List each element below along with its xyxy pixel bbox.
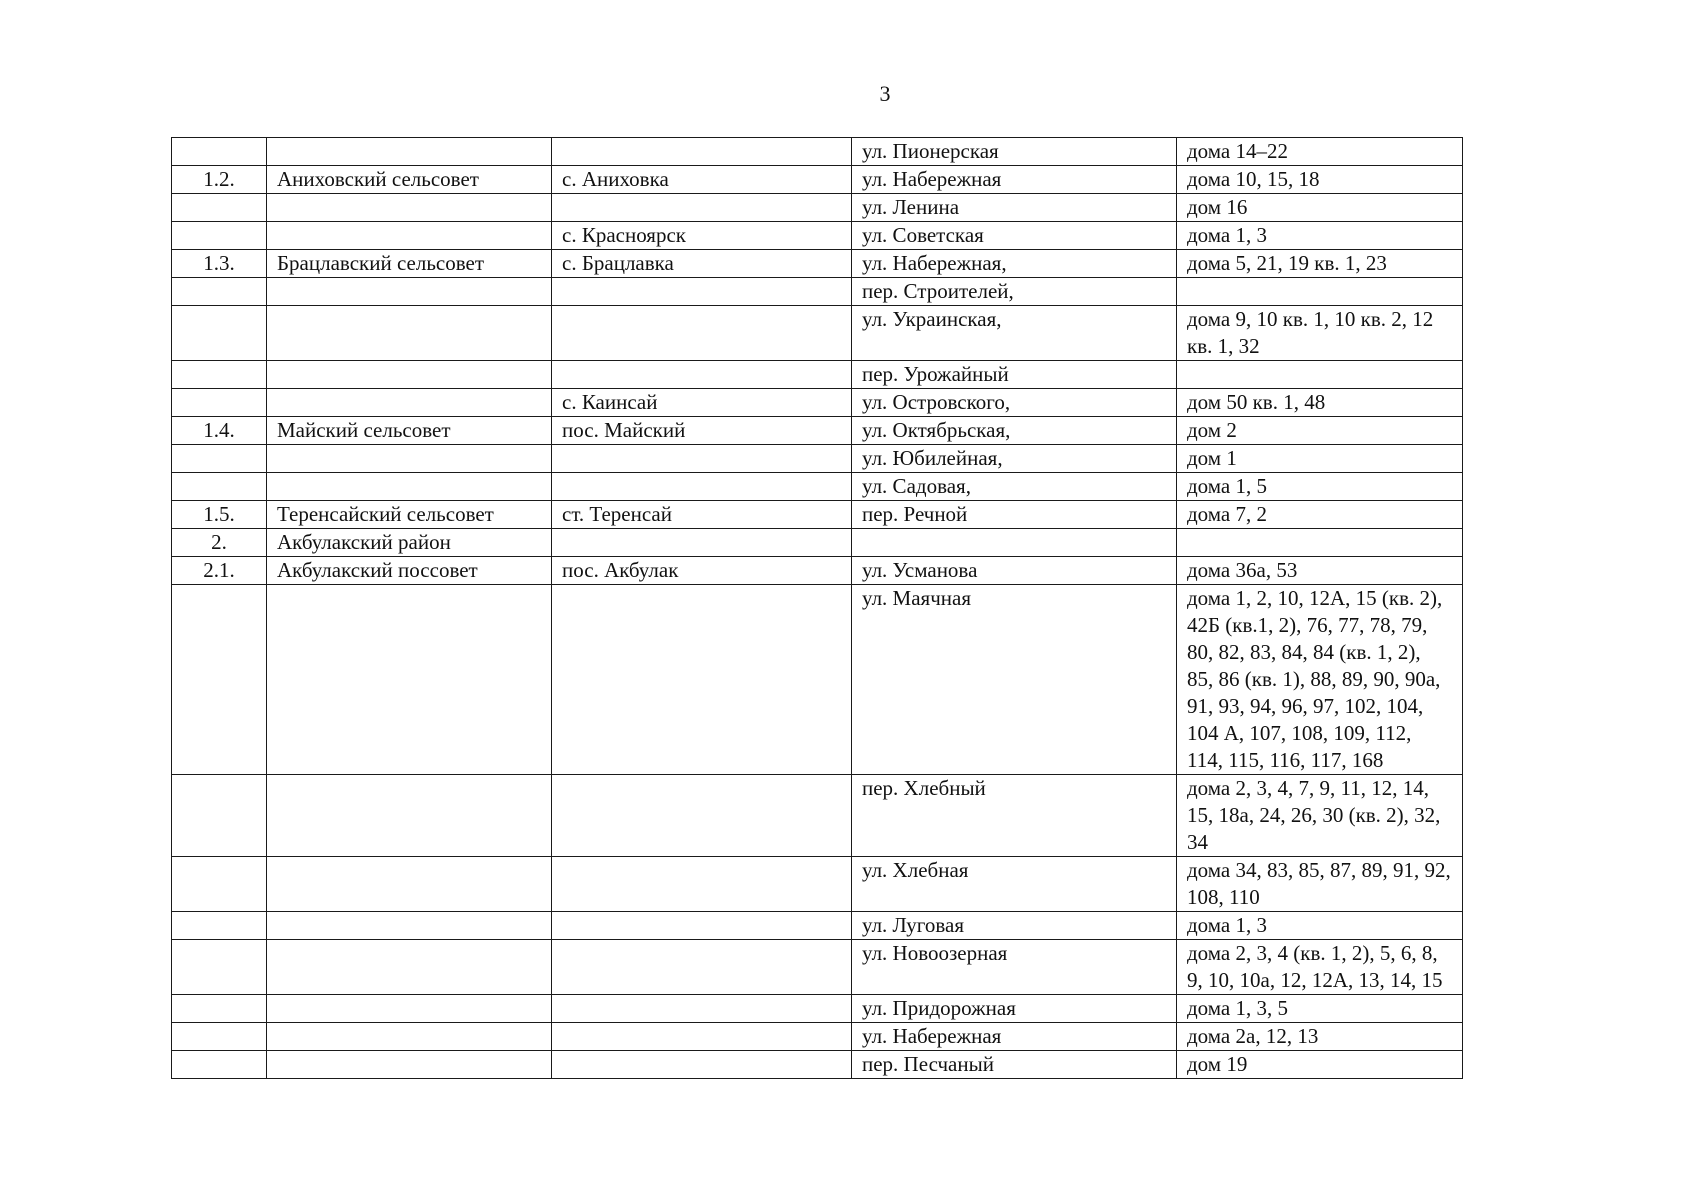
row-number-cell	[172, 222, 267, 250]
house-numbers-cell: дома 7, 2	[1177, 501, 1463, 529]
settlement-name-cell	[552, 1051, 852, 1079]
council-name-cell: Теренсайский сельсовет	[267, 501, 552, 529]
row-number-cell	[172, 775, 267, 857]
house-numbers-cell	[1177, 361, 1463, 389]
house-numbers-cell: дома 10, 15, 18	[1177, 166, 1463, 194]
row-number-cell	[172, 995, 267, 1023]
settlement-name-cell	[552, 775, 852, 857]
settlement-name-cell: с. Красноярск	[552, 222, 852, 250]
house-numbers-cell: дома 1, 3	[1177, 912, 1463, 940]
street-name-cell: ул. Садовая,	[852, 473, 1177, 501]
council-name-cell	[267, 585, 552, 775]
settlement-name-cell: пос. Майский	[552, 417, 852, 445]
street-name-cell: ул. Хлебная	[852, 857, 1177, 912]
settlement-name-cell: пос. Акбулак	[552, 557, 852, 585]
row-number-cell	[172, 445, 267, 473]
row-number-cell	[172, 138, 267, 166]
table-row	[172, 995, 1463, 1023]
street-name-cell: ул. Придорожная	[852, 995, 1177, 1023]
settlement-name-cell	[552, 857, 852, 912]
address-table-body	[172, 138, 1463, 1079]
street-name-cell: ул. Набережная	[852, 166, 1177, 194]
street-name-cell: ул. Пионерская	[852, 138, 1177, 166]
council-name-cell: Акбулакский район	[267, 529, 552, 557]
row-number-cell	[172, 361, 267, 389]
house-numbers-cell: дома 9, 10 кв. 1, 10 кв. 2, 12 кв. 1, 32	[1177, 306, 1463, 361]
house-numbers-cell: дома 1, 3	[1177, 222, 1463, 250]
row-number-cell: 1.3.	[172, 250, 267, 278]
table-row	[172, 473, 1463, 501]
house-numbers-cell: дома 36а, 53	[1177, 557, 1463, 585]
row-number-cell	[172, 585, 267, 775]
council-name-cell	[267, 138, 552, 166]
table-row	[172, 166, 1463, 194]
row-number-cell	[172, 194, 267, 222]
settlement-name-cell	[552, 194, 852, 222]
street-name-cell: пер. Урожайный	[852, 361, 1177, 389]
table-row	[172, 306, 1463, 361]
council-name-cell	[267, 445, 552, 473]
council-name-cell	[267, 361, 552, 389]
table-row	[172, 501, 1463, 529]
table-row	[172, 1051, 1463, 1079]
house-numbers-cell: дом 19	[1177, 1051, 1463, 1079]
council-name-cell	[267, 940, 552, 995]
house-numbers-cell: дома 1, 3, 5	[1177, 995, 1463, 1023]
house-numbers-cell: дома 2, 3, 4 (кв. 1, 2), 5, 6, 8, 9, 10, 10а, 12, 12А, 13, 14, 15	[1177, 940, 1463, 995]
row-number-cell	[172, 1023, 267, 1051]
council-name-cell	[267, 1023, 552, 1051]
settlement-name-cell	[552, 1023, 852, 1051]
row-number-cell	[172, 278, 267, 306]
council-name-cell	[267, 306, 552, 361]
table-row	[172, 138, 1463, 166]
street-name-cell	[852, 529, 1177, 557]
table-row	[172, 775, 1463, 857]
council-name-cell	[267, 278, 552, 306]
row-number-cell: 2.	[172, 529, 267, 557]
settlement-name-cell: ст. Теренсай	[552, 501, 852, 529]
table-row	[172, 557, 1463, 585]
table-row	[172, 1023, 1463, 1051]
house-numbers-cell: дома 2, 3, 4, 7, 9, 11, 12, 14, 15, 18а, 24, 26, 30 (кв. 2), 32, 34	[1177, 775, 1463, 857]
street-name-cell: ул. Набережная	[852, 1023, 1177, 1051]
row-number-cell: 1.2.	[172, 166, 267, 194]
table-row	[172, 389, 1463, 417]
table-row	[172, 361, 1463, 389]
table-row	[172, 857, 1463, 912]
house-numbers-cell: дома 1, 2, 10, 12А, 15 (кв. 2), 42Б (кв.1, 2), 76, 77, 78, 79, 80, 82, 83, 84, 84 (кв. 1, 2), 85, 86 (кв. 1), 88, 89, 90, 90а, 91, 93, 94, 96, 97, 102, 104, 104 А, 107, 108, 109, 112, 114, 115, 116, 117, 168	[1177, 585, 1463, 775]
row-number-cell: 1.5.	[172, 501, 267, 529]
street-name-cell: ул. Юбилейная,	[852, 445, 1177, 473]
row-number-cell	[172, 1051, 267, 1079]
settlement-name-cell	[552, 529, 852, 557]
house-numbers-cell: дома 14–22	[1177, 138, 1463, 166]
street-name-cell: ул. Набережная,	[852, 250, 1177, 278]
council-name-cell: Аниховский сельсовет	[267, 166, 552, 194]
house-numbers-cell: дома 34, 83, 85, 87, 89, 91, 92, 108, 110	[1177, 857, 1463, 912]
table-row	[172, 250, 1463, 278]
street-name-cell: ул. Маячная	[852, 585, 1177, 775]
house-numbers-cell	[1177, 529, 1463, 557]
row-number-cell	[172, 473, 267, 501]
street-name-cell: ул. Новоозерная	[852, 940, 1177, 995]
house-numbers-cell: дом 2	[1177, 417, 1463, 445]
settlement-name-cell	[552, 940, 852, 995]
table-row	[172, 194, 1463, 222]
house-numbers-cell: дома 5, 21, 19 кв. 1, 23	[1177, 250, 1463, 278]
street-name-cell: ул. Луговая	[852, 912, 1177, 940]
row-number-cell	[172, 389, 267, 417]
settlement-name-cell: с. Каинсай	[552, 389, 852, 417]
row-number-cell: 1.4.	[172, 417, 267, 445]
council-name-cell	[267, 389, 552, 417]
row-number-cell	[172, 912, 267, 940]
row-number-cell	[172, 940, 267, 995]
row-number-cell	[172, 306, 267, 361]
house-numbers-cell: дома 1, 5	[1177, 473, 1463, 501]
council-name-cell: Брацлавский сельсовет	[267, 250, 552, 278]
street-name-cell: ул. Ленина	[852, 194, 1177, 222]
house-numbers-cell: дома 2а, 12, 13	[1177, 1023, 1463, 1051]
street-name-cell: ул. Усманова	[852, 557, 1177, 585]
street-name-cell: ул. Советская	[852, 222, 1177, 250]
table-row	[172, 278, 1463, 306]
house-numbers-cell: дом 16	[1177, 194, 1463, 222]
settlement-name-cell	[552, 995, 852, 1023]
table-row	[172, 529, 1463, 557]
street-name-cell: ул. Украинская,	[852, 306, 1177, 361]
settlement-name-cell	[552, 585, 852, 775]
street-name-cell: пер. Строителей,	[852, 278, 1177, 306]
street-name-cell: пер. Хлебный	[852, 775, 1177, 857]
address-table	[171, 137, 1463, 1079]
page-number: 3	[879, 81, 891, 106]
settlement-name-cell	[552, 912, 852, 940]
street-name-cell: пер. Песчаный	[852, 1051, 1177, 1079]
council-name-cell	[267, 222, 552, 250]
table-row	[172, 585, 1463, 775]
table-row	[172, 222, 1463, 250]
settlement-name-cell	[552, 361, 852, 389]
house-numbers-cell: дом 50 кв. 1, 48	[1177, 389, 1463, 417]
table-row	[172, 445, 1463, 473]
settlement-name-cell: с. Аниховка	[552, 166, 852, 194]
table-row	[172, 940, 1463, 995]
settlement-name-cell	[552, 138, 852, 166]
street-name-cell: ул. Островского,	[852, 389, 1177, 417]
table-row	[172, 417, 1463, 445]
table-row	[172, 912, 1463, 940]
settlement-name-cell	[552, 445, 852, 473]
settlement-name-cell	[552, 473, 852, 501]
row-number-cell	[172, 857, 267, 912]
council-name-cell	[267, 912, 552, 940]
settlement-name-cell: с. Брацлавка	[552, 250, 852, 278]
street-name-cell: ул. Октябрьская,	[852, 417, 1177, 445]
house-numbers-cell: дом 1	[1177, 445, 1463, 473]
settlement-name-cell	[552, 278, 852, 306]
council-name-cell	[267, 194, 552, 222]
house-numbers-cell	[1177, 278, 1463, 306]
council-name-cell: Акбулакский поссовет	[267, 557, 552, 585]
council-name-cell	[267, 473, 552, 501]
council-name-cell	[267, 1051, 552, 1079]
council-name-cell: Майский сельсовет	[267, 417, 552, 445]
settlement-name-cell	[552, 306, 852, 361]
council-name-cell	[267, 857, 552, 912]
street-name-cell: пер. Речной	[852, 501, 1177, 529]
row-number-cell: 2.1.	[172, 557, 267, 585]
council-name-cell	[267, 775, 552, 857]
council-name-cell	[267, 995, 552, 1023]
